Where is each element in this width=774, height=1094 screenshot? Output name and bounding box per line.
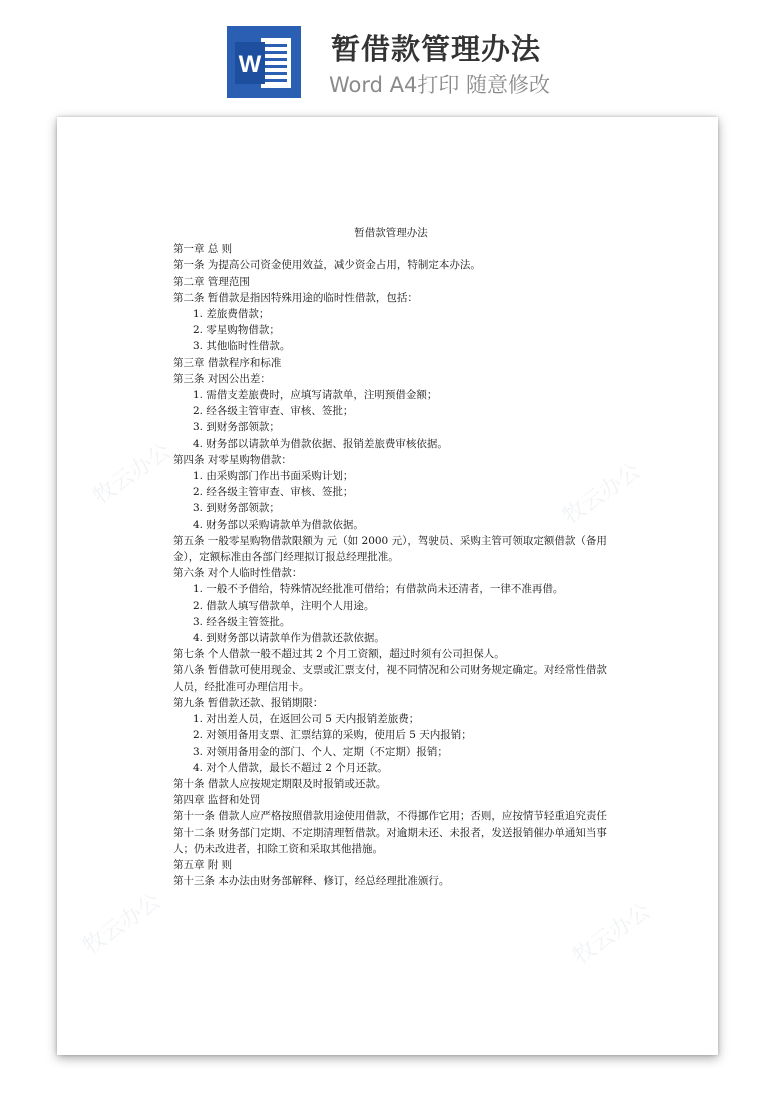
list-item: 3. 其他临时性借款。 <box>193 340 291 353</box>
list-item: 2. 经各级主管审查、审核、签批； <box>193 486 354 499</box>
list-item: 1. 对出差人员，在返回公司 5 天内报销差旅费； <box>193 713 420 726</box>
paragraph-line: 第十一条 借款人应严格按照借款用途使用借款，不得挪作它用；否则，应按情节轻重追究责任 <box>173 810 607 823</box>
list-item: 2. 经各级主管审查、审核、签批； <box>193 405 354 418</box>
list-item: 4. 财务部以请款单为借款依据、报销差旅费审核依据。 <box>193 437 448 450</box>
list-item: 3. 经各级主管签批。 <box>193 615 291 628</box>
watermark: 牧云办公 <box>78 888 166 960</box>
list-item: 1. 一般不予借给，特殊情况经批准可借给；有借款尚未还清者，一律不准再借。 <box>193 583 564 596</box>
list-item: 1. 需借支差旅费时，应填写请款单，注明预借金额； <box>193 389 438 402</box>
paragraph-line: 第六条 对个人临时性借款： <box>173 567 303 580</box>
list-item: 3. 到财务部领款； <box>193 421 280 434</box>
watermark: 牧云办公 <box>88 438 176 510</box>
list-item: 4. 到财务部以请款单作为借款还款依据。 <box>193 632 385 645</box>
paragraph-line: 第三条 对因公出差： <box>173 372 271 385</box>
document-body <box>173 225 609 889</box>
document-title: 暂借款管理办法 <box>354 227 428 239</box>
header <box>0 0 774 118</box>
paragraph-line: 第十二条 财务部门定期、不定期清理暂借款。对逾期未还、未报者，发送报销催办单通知当事人；仍未改进者，扣除工资和采取其他措施。 <box>173 826 607 855</box>
document-page <box>57 117 718 1055</box>
paragraph-line: 第五章 附 则 <box>173 858 233 871</box>
paragraph-line: 第一条 为提高公司资金使用效益，减少资金占用，特制定本办法。 <box>173 259 481 272</box>
list-item: 2. 对领用备用支票、汇票结算的采购，使用后 5 天内报销； <box>193 729 472 742</box>
paragraph-line: 第四章 监督和处罚 <box>173 794 261 807</box>
paragraph-line: 第二章 管理范围 <box>173 275 250 288</box>
word-document-icon <box>227 26 301 98</box>
list-item: 4. 财务部以采购请款单为借款依据。 <box>193 518 364 531</box>
paragraph-line: 第八条 暂借款可使用现金、支票或汇票支付，视不同情况和公司财务规定确定。对经常性借款人员，经批准可办理信用卡。 <box>173 664 607 693</box>
list-item: 1. 差旅费借款； <box>193 308 270 321</box>
watermark: 牧云办公 <box>568 898 656 970</box>
paragraph-line: 第四条 对零星购物借款： <box>173 453 292 466</box>
list-item: 1. 由采购部门作出书面采购计划； <box>193 470 354 483</box>
svg-text:W: W <box>238 51 262 78</box>
list-item: 2. 零星购物借款； <box>193 324 280 337</box>
paragraph-line: 第一章 总 则 <box>173 243 233 256</box>
list-item: 4. 对个人借款，最长不超过 2 个月还款。 <box>193 761 388 774</box>
paragraph-line: 第三章 借款程序和标准 <box>173 356 282 369</box>
paragraph-line: 第十条 借款人应按规定期限及时报销或还款。 <box>173 777 387 790</box>
list-item: 3. 到财务部领款； <box>193 502 280 515</box>
paragraph-line: 第二条 暂借款是指因特殊用途的临时性借款，包括： <box>173 291 418 304</box>
header-title: 暂借款管理办法 <box>331 32 542 66</box>
paragraph-line: 第七条 个人借款一般不超过其 2 个月工资额，超过时须有公司担保人。 <box>173 648 505 661</box>
document-lines <box>173 241 609 889</box>
list-item: 3. 对领用备用金的部门、个人、定期（不定期）报销； <box>193 745 448 758</box>
list-item: 2. 借款人填写借款单，注明个人用途。 <box>193 599 375 612</box>
paragraph-line: 第五条 一般零星购物借款限额为 元（如 2000 元），驾驶员、采购主管可领取定额借款（备用金），定额标准由各部门经理拟订报总经理批准。 <box>173 534 607 564</box>
paragraph-line: 第十三条 本办法由财务部解释、修订，经总经理批准颁行。 <box>173 875 450 888</box>
paragraph-line: 第九条 暂借款还款、报销期限： <box>173 696 324 709</box>
watermark: 牧云办公 <box>558 458 646 530</box>
header-subtitle: Word A4打印 随意修改 <box>329 73 551 97</box>
